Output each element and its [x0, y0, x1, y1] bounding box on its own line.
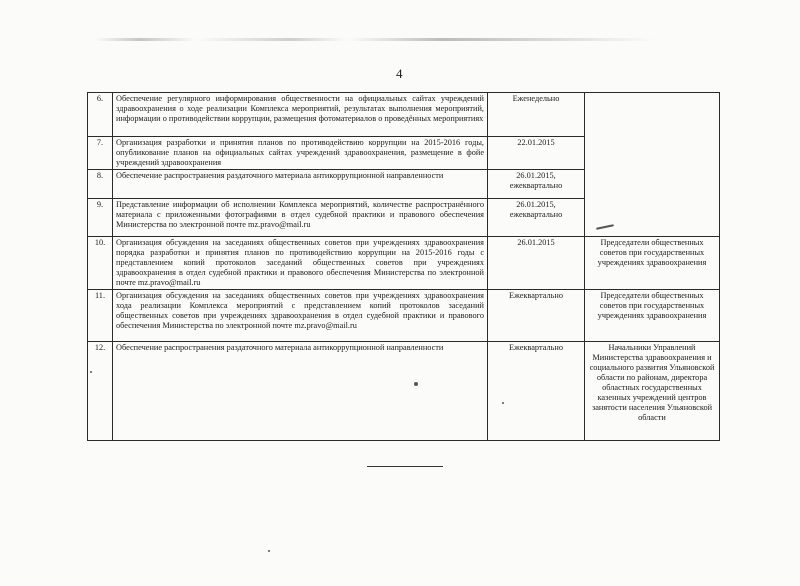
row-measure: Обеспечение регулярного информирования общественности на официальных сайтах учреждений здравоохранения о ходе реализации Комплекса мероприятий, результатах выполнения мероприятий, информации о противодействии коррупции, размещения фотоматериалов о проведённых мероприятиях [113, 93, 488, 137]
row-responsible: Начальники Управлений Министерства здравоохранения и социального развития Ульяновской области по районам, директора областных государственных казенных учреждений центров занятости населения Ульяновской области [585, 342, 720, 441]
table-row [88, 237, 720, 290]
row-deadline: Еженедельно [488, 93, 585, 137]
scan-artifact-line [95, 38, 655, 41]
row-number: 9. [88, 199, 113, 237]
table-row [88, 93, 720, 137]
row-responsible: Председатели общественных советов при государственных учреждениях здравоохранения [585, 290, 720, 342]
row-deadline: 22.01.2015 [488, 137, 585, 170]
row-responsible: Председатели общественных советов при государственных учреждениях здравоохранения [585, 237, 720, 290]
measures-table [87, 92, 720, 441]
row-responsible [585, 93, 720, 237]
row-deadline: Ежеквартально [488, 342, 585, 441]
row-number: 10. [88, 237, 113, 290]
row-deadline: Ежеквартально [488, 290, 585, 342]
scan-speck [90, 371, 92, 373]
row-number: 12. [88, 342, 113, 441]
row-deadline: 26.01.2015, ежеквартально [488, 170, 585, 199]
row-measure: Организация разработки и принятия планов по противодействию коррупции на 2015-2016 годы, опубликование планов на официальных сайтах учреждений здравоохранения, размещение в фойе учреждений здравоохранения [113, 137, 488, 170]
row-number: 11. [88, 290, 113, 342]
row-measure: Обеспечение распространения раздаточного материала антикоррупционной направленности [113, 342, 488, 441]
page-number: 4 [396, 66, 403, 81]
scan-speck [268, 550, 270, 552]
closing-divider [367, 466, 443, 467]
row-deadline: 26.01.2015, ежеквартально [488, 199, 585, 237]
row-measure: Обеспечение распространения раздаточного материала антикоррупционной направленности [113, 170, 488, 199]
scan-speck [414, 382, 418, 386]
row-measure: Организация обсуждения на заседаниях общественных советов при учреждениях здравоохранения хода реализации Комплекса мероприятий с представлением копий протоколов заседаний общественных советов при учреждениях здравоохранения в отдел судебной практики и правового обеспечения Министерства по электронной почте mz.pravo@mail.ru [113, 290, 488, 342]
row-number: 6. [88, 93, 113, 137]
row-deadline: 26.01.2015 [488, 237, 585, 290]
scan-speck [502, 402, 504, 404]
row-measure: Представление информации об исполнении Комплекса мероприятий, количестве распространённого материала с приложенными фотографиями в отдел судебной практики и правового обеспечения Министерства по электронной почте mz.pravo@mail.ru [113, 199, 488, 237]
table-row [88, 342, 720, 441]
row-number: 7. [88, 137, 113, 170]
table-row [88, 290, 720, 342]
row-measure: Организация обсуждения на заседаниях общественных советов при учреждениях здравоохранения порядка разработки и принятия планов по противодействию коррупции на 2015-2016 годы с представлением копий протоколов заседаний общественных советов при учреждениях здравоохранения в отдел судебной практики и правового обеспечения Министерства по электронной почте mz.pravo@mail.ru [113, 237, 488, 290]
row-number: 8. [88, 170, 113, 199]
